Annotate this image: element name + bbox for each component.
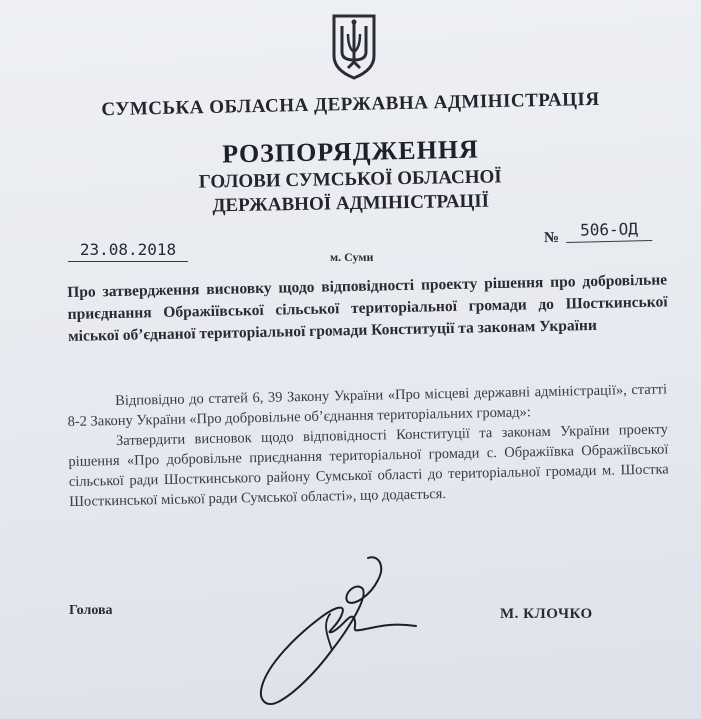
document-subject: Про затвердження висновку щодо відповідності проекту рішення про добровільне приєднання Ображіївської сільської територіальної громади до Шосткинської міської об’єднаної територіальної громади Конституції та законам України: [67, 271, 668, 345]
document-body: [67, 379, 669, 512]
document-type: РОЗПОРЯДЖЕННЯ: [221, 134, 480, 169]
document-city: м. Суми: [330, 250, 374, 264]
organization-name: СУМСЬКА ОБЛАСНА ДЕРЖАВНА АДМІНІСТРАЦІЯ: [101, 88, 600, 121]
number-sign: №: [544, 230, 560, 246]
handwritten-signature-icon: [250, 552, 420, 712]
signatory-name: М. КЛОЧКО: [500, 606, 593, 622]
issuer-line-2: ДЕРЖАВНОЇ АДМІНІСТРАЦІЇ: [212, 190, 490, 217]
issuer-line-1: ГОЛОВИ СУМСЬКОЇ ОБЛАСНОЇ: [198, 166, 502, 193]
document-date: 23.08.2018: [68, 240, 188, 262]
document-number: 506-ОД: [566, 219, 652, 243]
body-paragraph-1: Відповідно до статей 6, 39 Закону України «Про місцеві державні адміністрації», статті 8-2 Закону України «Про добровільне об’єднання територіальних громад»:: [67, 381, 668, 430]
signatory-title: Голова: [69, 603, 113, 618]
body-paragraph-2: Затвердити висновок щодо відповідності Конституції та законам України проекту рішення «Про добровільне приєднання територіальної громади с. Ображіївка Ображіївської сільської ради Шосткинського району Сумської області до територіальної громади м. Шостка Шосткинської міської ради Сумської області», що додається.: [68, 421, 669, 510]
trident-coat-of-arms-icon: [330, 12, 378, 80]
